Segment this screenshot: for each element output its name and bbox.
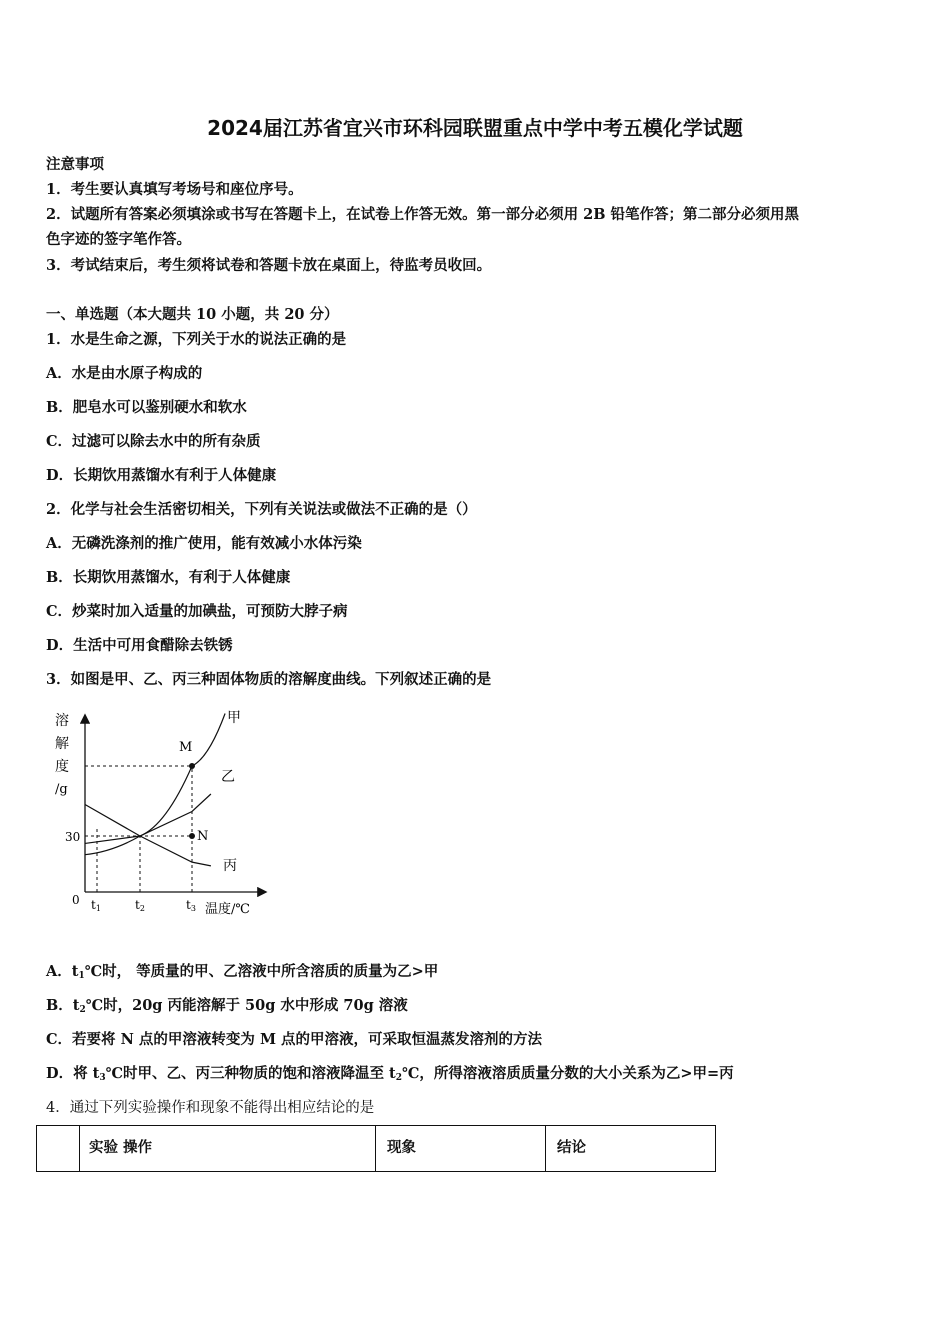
origin-label: 0 <box>72 893 80 907</box>
table-divider <box>79 1126 80 1171</box>
q1-option-d: D．长期饮用蒸馏水有利于人体健康 <box>46 467 277 484</box>
notice-item-2-cont: 色字迹的签字笔作答。 <box>46 231 191 248</box>
notice-heading: 注意事项 <box>46 156 104 173</box>
table-divider <box>375 1126 376 1171</box>
notice-item-1: 1．考生要认真填写考场号和座位序号。 <box>46 181 303 198</box>
q3-option-b: B．t2℃时，20g 丙能溶解于 50g 水中形成 70g 溶液 <box>46 997 408 1015</box>
y-label-1: 溶 <box>55 713 69 729</box>
q2-option-b: B．长期饮用蒸馏水，有利于人体健康 <box>46 569 291 586</box>
q2-option-a: A．无磷洗涤剂的推广使用，能有效减小水体污染 <box>46 535 362 552</box>
curve-label-jia: 甲 <box>227 710 241 726</box>
q3-stem: 3．如图是甲、乙、丙三种固体物质的溶解度曲线。下列叙述正确的是 <box>46 671 492 688</box>
table-divider <box>545 1126 546 1171</box>
point-label-m: M <box>179 740 193 755</box>
x-tick-t2: t2 <box>135 898 145 913</box>
table-header-conclusion: 结论 <box>557 1139 586 1156</box>
point-label-n: N <box>197 829 209 844</box>
q1-option-c: C．过滤可以除去水中的所有杂质 <box>46 433 261 450</box>
q1-option-b: B．肥皂水可以鉴别硬水和软水 <box>46 399 247 416</box>
point-n <box>189 833 195 839</box>
y-label-4: /g <box>55 782 68 797</box>
curve-label-yi: 乙 <box>221 769 235 785</box>
x-tick-t1: t1 <box>91 898 101 913</box>
table-header-phenomenon: 现象 <box>387 1139 416 1156</box>
notice-item-3: 3．考试结束后，考生须将试卷和答题卡放在桌面上，待监考员收回。 <box>46 257 492 274</box>
curve-label-bing: 丙 <box>223 858 237 874</box>
page-title: 2024届江苏省宜兴市环科园联盟重点中学中考五模化学试题 <box>207 116 743 140</box>
q2-stem: 2．化学与社会生活密切相关，下列有关说法或做法不正确的是（） <box>46 501 477 518</box>
table-header-operation: 实验 操作 <box>89 1139 153 1156</box>
y-tick-30: 30 <box>65 830 81 844</box>
q4-stem: 4．通过下列实验操作和现象不能得出相应结论的是 <box>46 1100 375 1116</box>
q3-option-d: D．将 t3℃时甲、乙、丙三种物质的饱和溶液降温至 t2℃，所得溶液溶质质量分数的大小关系为乙>甲=丙 <box>46 1065 734 1083</box>
q3-option-a: A．t1℃时， 等质量的甲、乙溶液中所含溶质的质量为乙>甲 <box>46 963 439 981</box>
q1-option-a: A．水是由水原子构成的 <box>46 365 203 382</box>
notice-item-2: 2．试题所有答案必须填涂或书写在答题卡上，在试卷上作答无效。第一部分必须用 2B 铅笔作答；第二部分必须用黑 <box>46 206 800 223</box>
q1-stem: 1．水是生命之源，下列关于水的说法正确的是 <box>46 331 347 348</box>
y-label-2: 解 <box>55 736 69 752</box>
q3-option-c: C．若要将 N 点的甲溶液转变为 M 点的甲溶液，可采取恒温蒸发溶剂的方法 <box>46 1031 543 1048</box>
q2-option-c: C．炒菜时加入适量的加碘盐，可预防大脖子病 <box>46 603 348 620</box>
point-m <box>189 763 195 769</box>
q4-table <box>36 1125 716 1172</box>
x-axis-label: 温度/℃ <box>205 902 250 917</box>
section-heading: 一、单选题（本大题共 10 小题，共 20 分） <box>46 306 339 323</box>
q2-option-d: D．生活中可用食醋除去铁锈 <box>46 637 233 654</box>
x-tick-t3: t3 <box>186 898 196 913</box>
y-label-3: 度 <box>55 759 69 775</box>
solubility-chart <box>45 700 285 925</box>
